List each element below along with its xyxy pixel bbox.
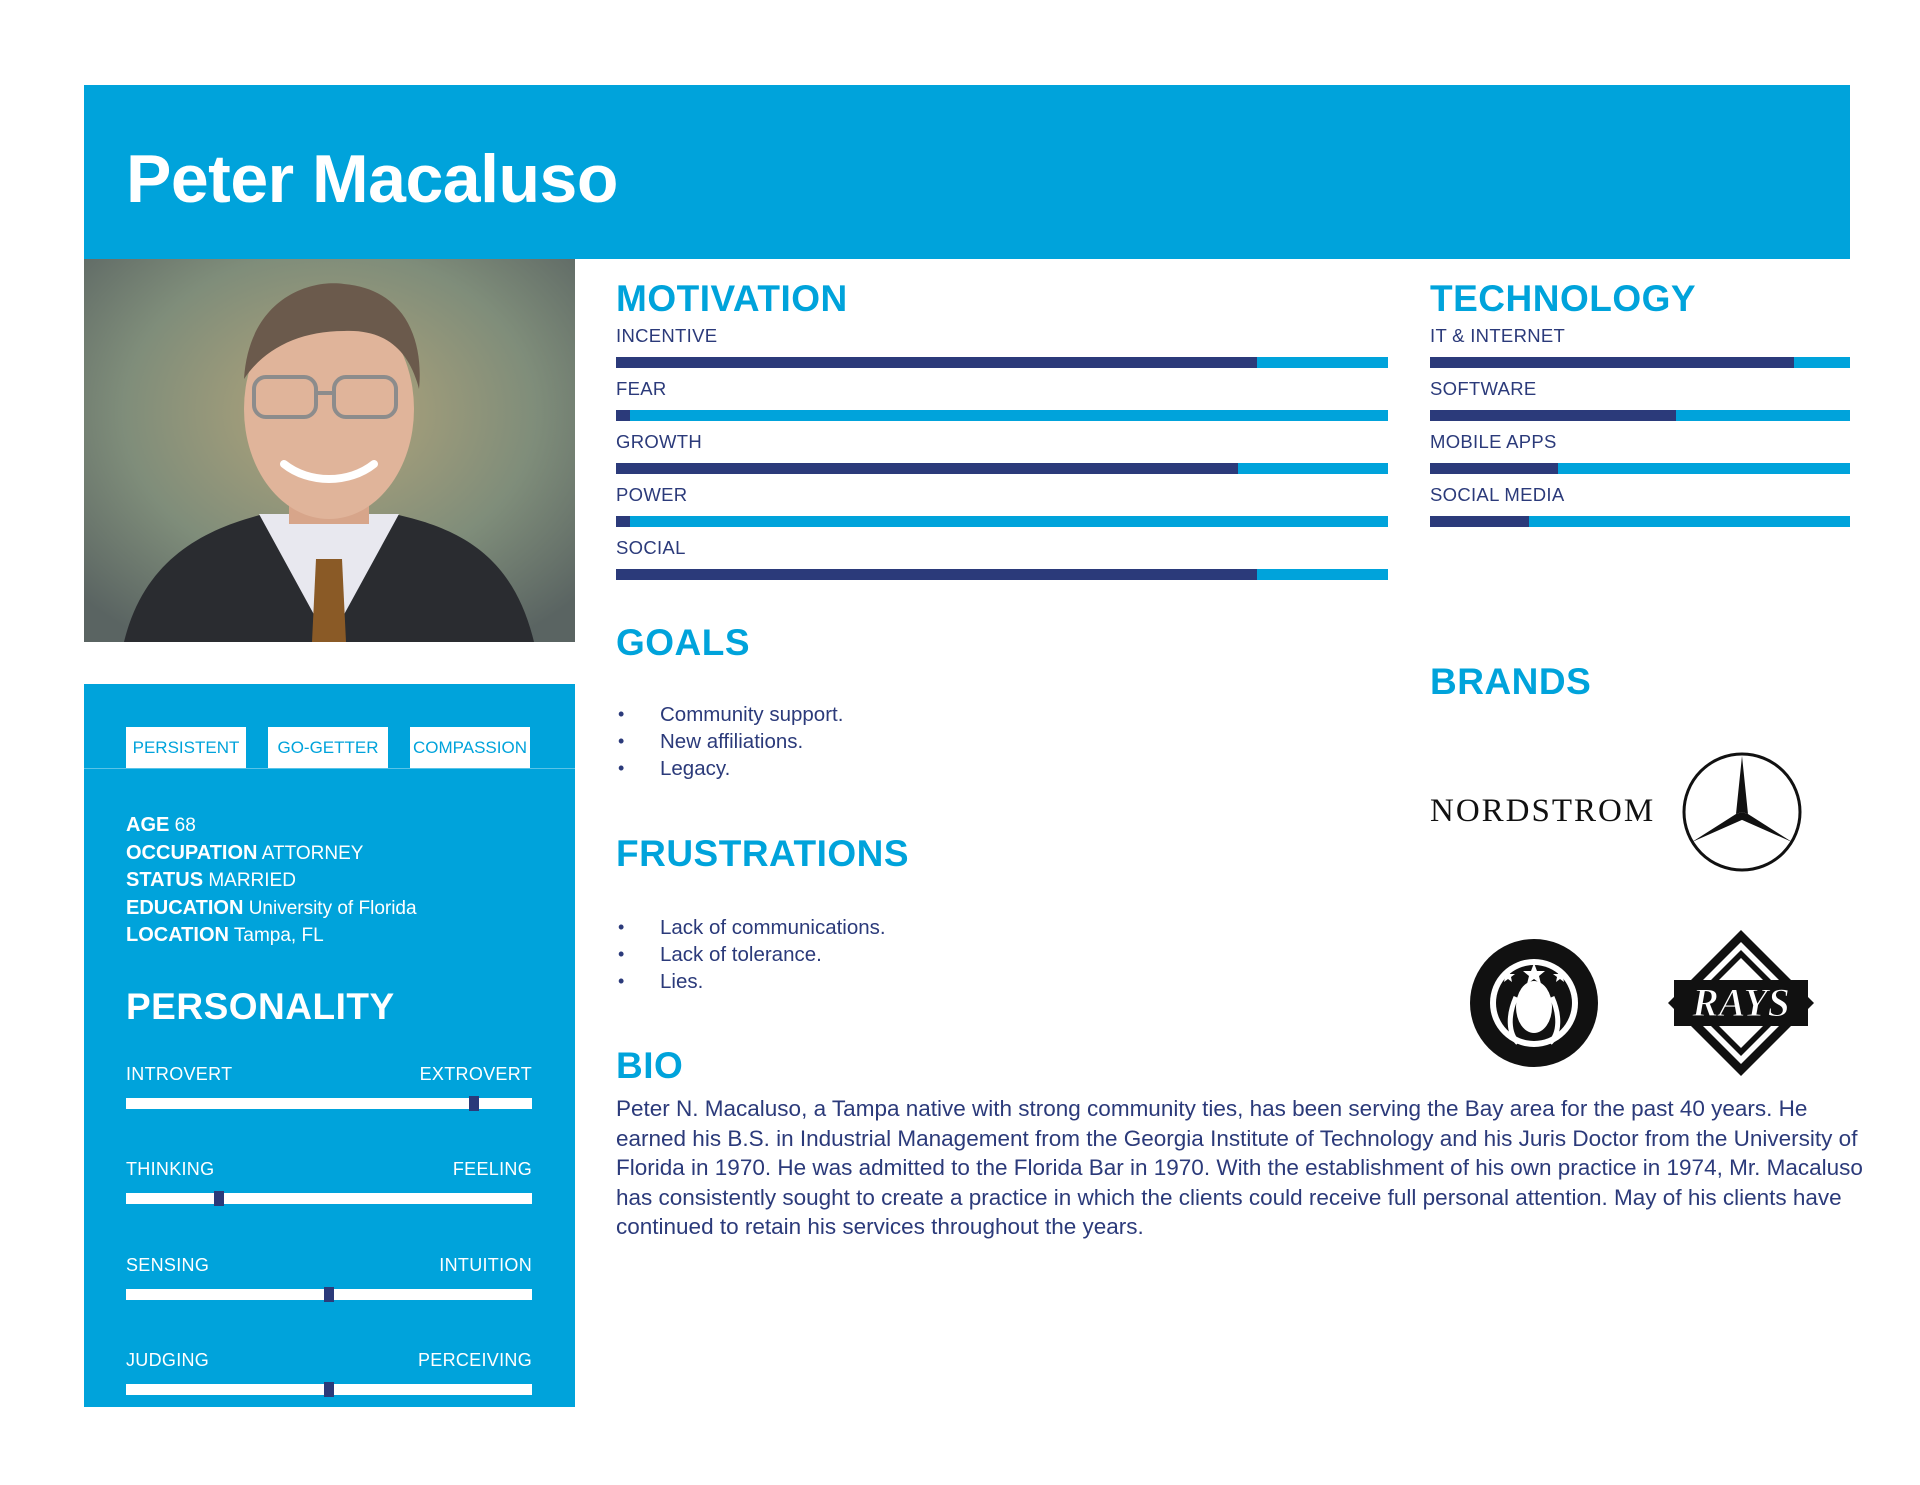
trait-tags (126, 727, 530, 768)
scale-marker (324, 1382, 334, 1397)
motivation-row (616, 378, 1388, 431)
motivation-title: MOTIVATION (616, 278, 848, 319)
personality-title: PERSONALITY (126, 986, 395, 1027)
frustrations-title: FRUSTRATIONS (616, 833, 910, 874)
bar-label: SOCIAL MEDIA (1430, 484, 1565, 505)
list-item: • Legacy. (616, 755, 843, 782)
scale-left-label: SENSING (126, 1255, 210, 1275)
nordstrom-logo: NORDSTROM (1430, 793, 1656, 829)
scale-left-label: THINKING (126, 1159, 215, 1179)
fact-value: ATTORNEY (261, 842, 364, 864)
technology-row (1430, 378, 1850, 431)
bar-track (616, 410, 1388, 421)
fact-occupation (126, 840, 417, 868)
fact-age (126, 812, 417, 840)
motivation-row (616, 537, 1388, 590)
frustrations-list (616, 914, 909, 995)
divider (84, 768, 575, 769)
list-item: • Community support. (616, 701, 843, 728)
fact-label: STATUS (126, 869, 204, 891)
motivation-section (616, 280, 1388, 590)
fact-location (126, 922, 417, 950)
scale-track (126, 1098, 532, 1109)
fact-education (126, 895, 417, 923)
bar-label: FEAR (616, 378, 667, 399)
scale-left-label: INTROVERT (126, 1064, 233, 1084)
scale-track (126, 1289, 532, 1300)
personality-scale (126, 1350, 532, 1395)
technology-row (1430, 484, 1850, 537)
bar-track (616, 463, 1388, 474)
fact-value: MARRIED (208, 870, 296, 891)
brands-section (1430, 663, 1591, 700)
fact-value: 68 (174, 815, 196, 836)
technology-title: TECHNOLOGY (1430, 278, 1697, 319)
goals-list (616, 701, 843, 782)
bar-fill (1430, 463, 1558, 474)
bar-fill (616, 569, 1257, 580)
persona-photo (84, 259, 575, 642)
bar-track (1430, 463, 1850, 474)
trait-tag: COMPASSION (410, 727, 530, 768)
bar-fill (1430, 357, 1794, 368)
scale-right-label: INTUITION (439, 1255, 532, 1275)
bar-label: SOFTWARE (1430, 378, 1537, 399)
frustrations-section (616, 835, 909, 995)
scale-marker (324, 1287, 334, 1302)
trait-tag: PERSISTENT (126, 727, 246, 768)
motivation-row (616, 484, 1388, 537)
list-item: • New affiliations. (616, 728, 843, 755)
bar-label: POWER (616, 484, 688, 505)
scale-marker (469, 1096, 479, 1111)
scale-track (126, 1384, 532, 1395)
bar-track (1430, 357, 1850, 368)
technology-row (1430, 431, 1850, 484)
goals-title: GOALS (616, 622, 751, 663)
bar-fill (616, 410, 630, 421)
bar-label: MOBILE APPS (1430, 431, 1557, 452)
header-banner (84, 85, 1850, 259)
personality-scale (126, 1255, 532, 1300)
bar-track (1430, 410, 1850, 421)
list-item: • Lack of communications. (616, 914, 909, 941)
scale-right-label: FEELING (452, 1159, 532, 1179)
bar-fill (1430, 410, 1676, 421)
scale-right-label: EXTROVERT (419, 1064, 532, 1084)
rays-logo (1666, 928, 1816, 1078)
scale-right-label: PERCEIVING (417, 1350, 532, 1370)
fact-label: OCCUPATION (126, 841, 258, 864)
fact-label: LOCATION (126, 924, 229, 946)
fact-value: Tampa, FL (233, 925, 324, 946)
bar-label: IT & INTERNET (1430, 325, 1566, 346)
portrait-illustration (84, 259, 575, 642)
scale-marker (214, 1191, 224, 1206)
motivation-row (616, 325, 1388, 378)
trait-tag: GO-GETTER (268, 727, 388, 768)
bar-track (616, 357, 1388, 368)
rays-wordmark: RAYS (1692, 980, 1790, 1025)
brands-title: BRANDS (1430, 661, 1592, 702)
goals-section (616, 624, 843, 782)
facts-list (126, 812, 417, 950)
bar-label: GROWTH (616, 431, 703, 452)
bar-label: SOCIAL (616, 537, 686, 558)
bar-label: INCENTIVE (616, 325, 718, 346)
scale-left-label: JUDGING (126, 1350, 210, 1370)
list-item: • Lack of tolerance. (616, 941, 909, 968)
scale-track (126, 1193, 532, 1204)
personality-scale (126, 1159, 532, 1204)
list-item: • Lies. (616, 968, 909, 995)
bar-fill (616, 357, 1257, 368)
persona-name: Peter Macaluso (126, 141, 618, 217)
fact-label: AGE (126, 814, 170, 836)
motivation-row (616, 431, 1388, 484)
bio-title: BIO (616, 1045, 684, 1086)
bar-track (616, 516, 1388, 527)
bio-text: Peter N. Macaluso, a Tampa native with strong community ties, has been serving the Bay area for the past 40 years. He earned his B.S. in Industrial Management from the Georgia Institute of Technology and his Juris Doctor from the University of Florida in 1970. He was admitted to the Florida Bar in 1970. With the establishment of his own practice in 1974, Mr. Macaluso has consistently sought to create a practice in which the clients could receive full personal attention. May of his clients have continued to retain his services throughout the years. (616, 1096, 1863, 1240)
bar-fill (616, 516, 630, 527)
bar-track (616, 569, 1388, 580)
fact-status (126, 867, 417, 895)
bar-fill (616, 463, 1238, 474)
technology-row (1430, 325, 1850, 378)
mercedes-logo (1680, 750, 1804, 874)
starbucks-logo (1468, 937, 1600, 1069)
fact-label: EDUCATION (126, 896, 244, 919)
technology-section (1430, 280, 1850, 537)
profile-panel (84, 684, 575, 1407)
bar-fill (1430, 516, 1529, 527)
bar-track (1430, 516, 1850, 527)
personality-scale (126, 1064, 532, 1109)
fact-value: University of Florida (248, 897, 417, 919)
